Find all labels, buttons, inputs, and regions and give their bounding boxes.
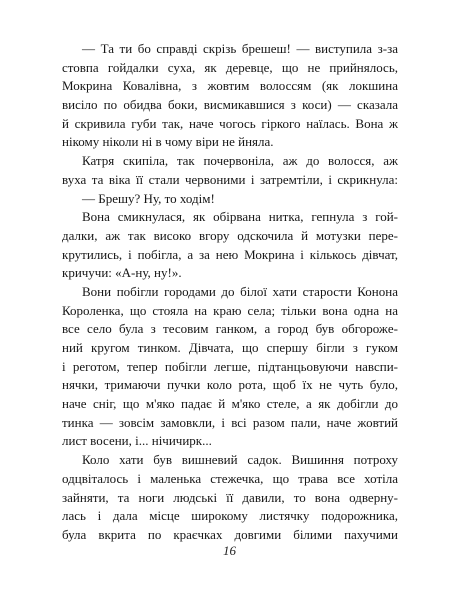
text-line: Вони побігли городами до білої хати старости Конона [82,283,398,299]
text-line: одцвіталось і маленька стежечка, що трава все хотіла [62,470,398,486]
text-line: лист восени, і... нічичирк... [62,433,212,449]
text-line: Катря скипіла, так почервоніла, аж до волосся, аж [82,153,398,169]
text-line: й скривила губи так, наче чогось гіркого наїлась. Вона ж [62,115,398,131]
page-number: 16 [223,543,236,558]
text-line: була вкрита по краєчках довгими білими пахучими [62,526,398,542]
text-line: Коло хати був вишневий садок. Вишиння потроху [82,452,398,468]
text-line: Вона смикнулася, як обірвана нитка, гепнула з гой- [82,209,398,225]
text-line: вуха та віка її стали червоними і затремтіли, і скрикнула: [62,171,398,187]
text-line: крутились, і побігла, а за нею Мокрина і кількось дівчат, [62,246,398,262]
text-line: кричучи: «А-ну, ну!». [62,265,182,281]
text-line: зайняти, та ноги людські її давили, то вона одвернy- [62,489,398,505]
text-line: стовпа гойдалки суха, як деревце, що не прийнялось, [62,59,398,75]
text-line: Короленка, що стояла на краю села; тільки вона одна на [62,302,398,318]
text-line: висіло по обидва боки, висмикавшися з коси) — сказала [62,97,398,113]
text-line: і реготом, тепер побігли легше, підтанцьовуючи навспи- [62,358,398,374]
text-line: все село була з тесовим ганком, а город був обгорожe- [62,321,398,337]
text-line: нячки, тримаючи пучки коло рота, щоб їх не чуть було, [62,377,398,393]
text-line: ний кругом тинком. Дівчата, що спершу бігли з гуком [62,340,398,355]
text-line: — Брешу? Ну, то ходім! [82,190,215,206]
text-line: нікому ніколи ні в чому віри не йняла. [62,134,274,150]
text-line: — Та ти бо справді скрізь брешеш! — виступила з-за [82,41,398,56]
text-line: Мокрина Ковалівна, з жовтим волоссям (як локшина [62,78,398,94]
body-text [62,40,398,545]
text-line: лась і дала місце широкому листячку подорожника, [62,508,398,524]
text-line: тинка — зовсім замовкли, і всі разом пали, наче жовтий [62,414,398,430]
text-line: наче сніг, що м'яко падає й м'яко стеле, а як добігли до [62,396,398,412]
text-line: далки, аж так високо вгору одскочила й мотузки пере- [62,227,398,243]
